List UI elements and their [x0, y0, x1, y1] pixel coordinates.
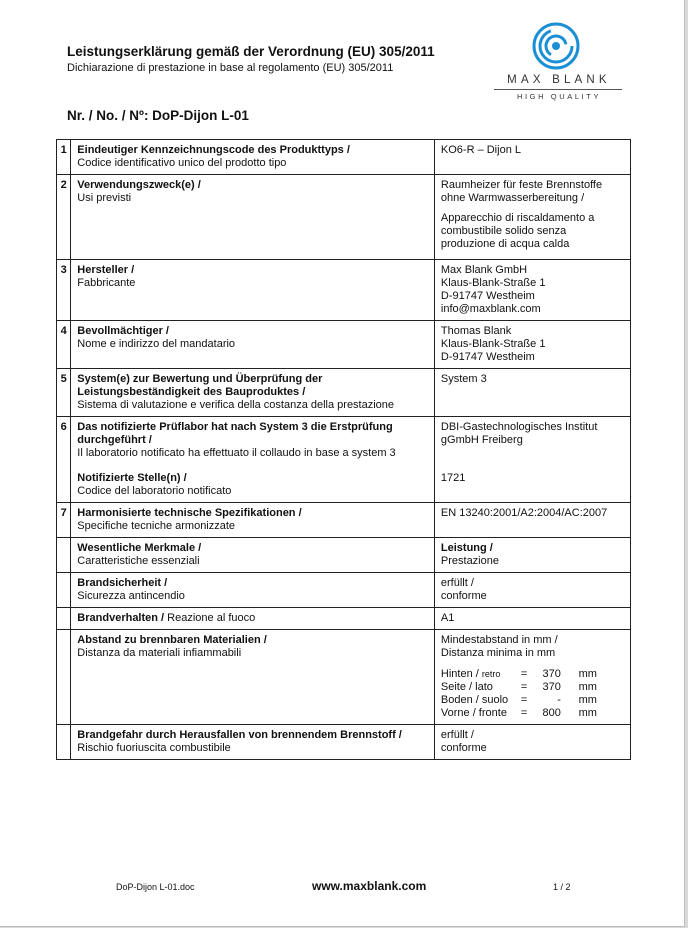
document-subtitle: Dichiarazione di prestazione in base al regolamento (EU) 305/2011	[67, 62, 394, 74]
row-value	[434, 321, 630, 369]
label-it: Fabbricante	[77, 277, 136, 289]
label-de: Abstand zu brennbaren Materialien /	[77, 634, 267, 646]
logo-tagline: HIGH QUALITY	[516, 92, 602, 101]
row-value	[434, 725, 630, 760]
row-value: A1	[434, 608, 630, 630]
value-line: DBI-Gastechnologisches Institut	[440, 421, 598, 433]
label-de: Brandgefahr durch Herausfallen von brennendem Brennstoff /	[77, 729, 402, 741]
row-label	[71, 503, 435, 538]
label-it: Sistema di valutazione e verifica della costanza della prestazione	[77, 399, 395, 411]
table-row	[57, 630, 631, 725]
label-de: Notifizierte Stelle(n) /	[77, 472, 187, 484]
label-de: durchgeführt /	[77, 434, 152, 446]
footer-website: www.maxblank.com	[312, 879, 427, 893]
label-de: Eindeutiger Kennzeichnungscode des Produkttyps /	[77, 144, 350, 156]
row-label	[71, 369, 435, 417]
row-label	[71, 260, 435, 321]
label-it: Il laboratorio notificato ha effettuato il collaudo in base a system 3	[77, 447, 396, 459]
row-number: 6	[57, 417, 71, 503]
footer-filename: DoP-Dijon L-01.doc	[116, 882, 195, 892]
document-number: Nr. / No. / Nº: DoP-Dijon L-01	[67, 108, 249, 123]
label-de: Brandsicherheit /	[77, 577, 168, 589]
label-de: Hersteller /	[77, 264, 135, 276]
value-line: Prestazione	[440, 555, 499, 567]
row-number: 4	[57, 321, 71, 369]
row-value: System 3	[434, 369, 630, 417]
row-number: 3	[57, 260, 71, 321]
label-de: System(e) zur Bewertung und Überprüfung der	[77, 373, 323, 385]
table-row	[57, 369, 631, 417]
document-title: Leistungserklärung gemäß der Verordnung (EU) 305/2011	[67, 44, 435, 59]
table-row	[57, 503, 631, 538]
label-it: Sicurezza antincendio	[77, 590, 185, 602]
company-logo	[486, 20, 632, 100]
label-it: Codice identificativo unico del prodotto tipo	[77, 157, 287, 169]
value-line: Leistung /	[440, 542, 493, 554]
row-value	[434, 573, 630, 608]
row-value	[434, 260, 630, 321]
value-line: erfüllt /	[440, 729, 474, 741]
label-it: Specifiche tecniche armonizzate	[77, 520, 236, 532]
table-row	[57, 573, 631, 608]
table-row	[57, 175, 631, 260]
footer-page-number: 1 / 2	[553, 882, 571, 892]
value-line: erfüllt /	[440, 577, 474, 589]
value-line: Apparecchio di riscaldamento a	[440, 212, 595, 224]
value-line: produzione di acqua calda	[440, 238, 570, 250]
table-row	[57, 608, 631, 630]
value-line: conforme	[440, 742, 487, 754]
label-it: Nome e indirizzo del mandatario	[77, 338, 236, 350]
row-label	[71, 175, 435, 260]
swirl-logo-icon	[532, 22, 580, 70]
row-label	[71, 608, 435, 630]
table-row	[57, 321, 631, 369]
label-it: Reazione al fuoco	[167, 612, 256, 624]
distance-row: Boden / suolo = - mm	[440, 694, 597, 706]
value-line: Klaus-Blank-Straße 1	[440, 338, 546, 350]
label-it: Usi previsti	[77, 192, 132, 204]
value-line: Raumheizer für feste Brennstoffe	[440, 179, 603, 191]
row-value	[434, 538, 630, 573]
value-line: Max Blank GmbH	[440, 264, 528, 276]
value-line: conforme	[440, 590, 487, 602]
value-line: 1721	[440, 472, 466, 484]
row-value	[434, 417, 630, 503]
row-number: 7	[57, 503, 71, 538]
logo-divider	[494, 89, 622, 90]
label-it: Rischio fuoriuscita combustibile	[77, 742, 231, 754]
label-de: Wesentliche Merkmale /	[77, 542, 202, 554]
value-line: gGmbH Freiberg	[440, 434, 523, 446]
row-number: 1	[57, 140, 71, 175]
label-de: Das notifizierte Prüflabor hat nach System 3 die Erstprüfung	[77, 421, 393, 433]
row-label	[71, 725, 435, 760]
label-it: Codice del laboratorio notificato	[77, 485, 232, 497]
row-label	[71, 573, 435, 608]
table-row	[57, 417, 631, 503]
value-line: Thomas Blank	[440, 325, 512, 337]
value-line: D-91747 Westheim	[440, 290, 535, 302]
label-de: Harmonisierte technische Spezifikationen /	[77, 507, 302, 519]
distance-row: Vorne / fronte = 800 mm	[440, 707, 597, 719]
value-line: D-91747 Westheim	[440, 351, 535, 363]
row-number: 5	[57, 369, 71, 417]
label-de: Verwendungszweck(e) /	[77, 179, 201, 191]
distance-row: Hinten / retro = 370 mm	[440, 668, 597, 680]
row-label	[71, 140, 435, 175]
table-row	[57, 538, 631, 573]
row-label	[71, 417, 435, 503]
declaration-table	[56, 139, 631, 760]
value-line: Klaus-Blank-Straße 1	[440, 277, 546, 289]
row-number: 2	[57, 175, 71, 260]
label-it: Distanza da materiali infiammabili	[77, 647, 242, 659]
value-line: combustibile solido senza	[440, 225, 567, 237]
value-line: Distanza minima in mm	[440, 647, 556, 659]
row-label	[71, 538, 435, 573]
row-label	[71, 321, 435, 369]
row-value: EN 13240:2001/A2:2004/AC:2007	[434, 503, 630, 538]
row-label	[71, 630, 435, 725]
row-value: KO6-R – Dijon L	[434, 140, 630, 175]
label-de: Leistungsbeständigkeit des Bauproduktes /	[77, 386, 306, 398]
value-line: info@maxblank.com	[440, 303, 541, 315]
value-line: Mindestabstand in mm /	[440, 634, 558, 646]
label-de: Bevollmächtiger /	[77, 325, 169, 337]
label-de: Brandverhalten /	[77, 612, 165, 624]
value-line: ohne Warmwasserbereitung /	[440, 192, 585, 204]
table-row	[57, 140, 631, 175]
logo-name: MAX BLANK	[507, 74, 611, 86]
distance-row: Seite / lato = 370 mm	[440, 681, 597, 693]
table-row	[57, 260, 631, 321]
row-value	[434, 630, 630, 725]
label-it: Caratteristiche essenziali	[77, 555, 200, 567]
row-value	[434, 175, 630, 260]
table-row	[57, 725, 631, 760]
